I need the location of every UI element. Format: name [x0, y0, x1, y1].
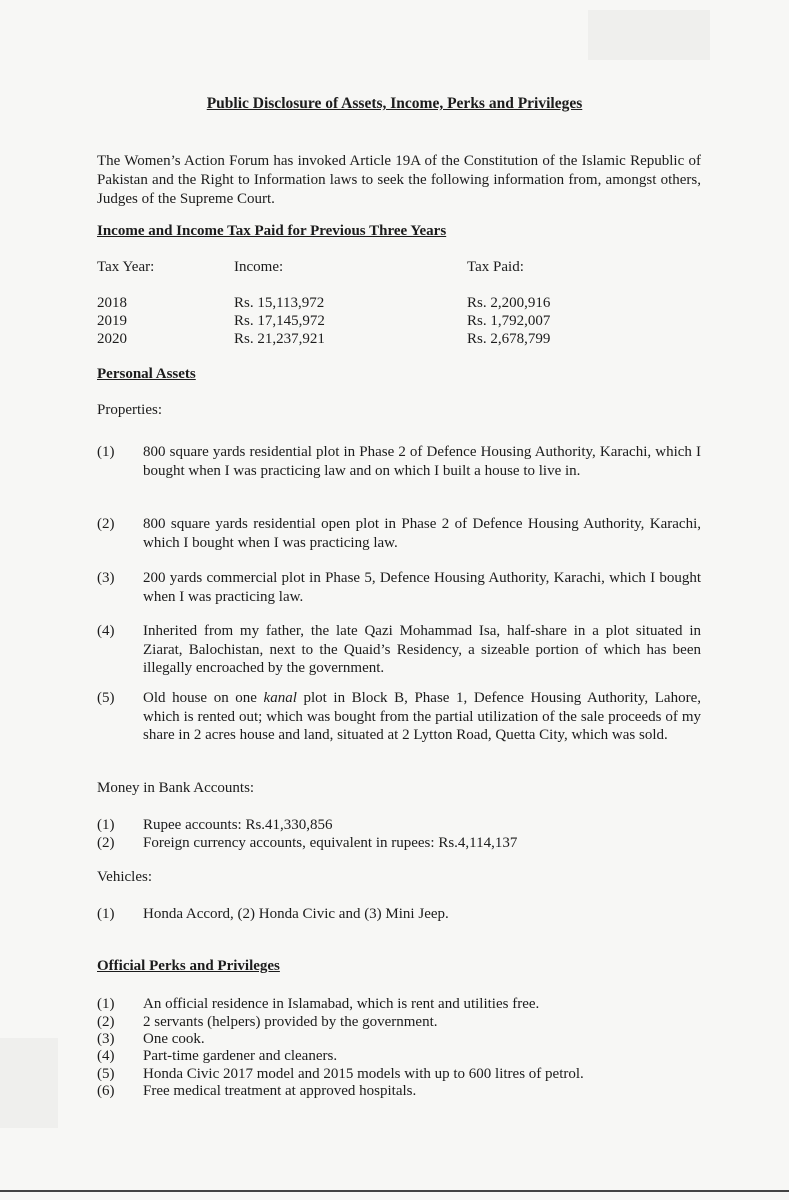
- assets-heading: Personal Assets: [97, 366, 196, 382]
- item-text: 800 square yards residential open plot in Phase 2 of Defence Housing Authority, Karachi, which I bought when I was practicing law.: [143, 516, 701, 551]
- perks-heading: Official Perks and Privileges: [97, 958, 280, 974]
- row-year: 2020: [97, 331, 127, 347]
- list-item: [97, 515, 701, 552]
- list-item: [97, 443, 701, 480]
- table-row: [97, 331, 717, 350]
- item-text: Honda Accord, (2) Honda Civic and (3) Mini Jeep.: [143, 906, 449, 922]
- list-item: [97, 1047, 701, 1066]
- list-item: [97, 1013, 701, 1032]
- header-income: Income:: [234, 259, 284, 275]
- item-text: An official residence in Islamabad, which is rent and utilities free.: [143, 996, 540, 1012]
- scan-shadow: [0, 1038, 58, 1128]
- list-item: [97, 1065, 701, 1084]
- document-title: Public Disclosure of Assets, Income, Perks and Privileges: [206, 95, 583, 112]
- item-number: (4): [97, 623, 115, 639]
- properties-label: Properties:: [97, 402, 162, 418]
- item-text: Free medical treatment at approved hospitals.: [143, 1083, 417, 1099]
- item-text: Honda Civic 2017 model and 2015 models with up to 600 litres of petrol.: [143, 1066, 584, 1082]
- row-income: Rs. 21,237,921: [234, 331, 325, 347]
- header-tax-paid: Tax Paid:: [467, 259, 524, 275]
- list-item: [97, 622, 701, 678]
- item-number: (5): [97, 1066, 115, 1082]
- row-tax: Rs. 2,678,799: [467, 331, 551, 347]
- income-table-header: [97, 259, 717, 278]
- item-number: (1): [97, 817, 115, 833]
- item-number: (5): [97, 690, 115, 706]
- item-text: 800 square yards residential plot in Phase 2 of Defence Housing Authority, Karachi, which I bought when I was practicing law and on which I built a house to live in.: [143, 444, 701, 479]
- item-number: (3): [97, 570, 115, 586]
- list-item: [97, 905, 701, 924]
- table-row: [97, 313, 717, 332]
- list-item: [97, 834, 701, 853]
- row-income: Rs. 17,145,972: [234, 313, 325, 329]
- item-number: (2): [97, 835, 115, 851]
- item-text: 200 yards commercial plot in Phase 5, Defence Housing Authority, Karachi, which I bought when I was practicing law.: [143, 570, 701, 605]
- item-number: (4): [97, 1048, 115, 1064]
- bank-label: Money in Bank Accounts:: [97, 780, 255, 796]
- header-tax-year: Tax Year:: [97, 259, 155, 275]
- list-item: [97, 816, 701, 835]
- item-number: (2): [97, 516, 115, 532]
- row-tax: Rs. 1,792,007: [467, 313, 551, 329]
- vehicles-label: Vehicles:: [97, 869, 152, 885]
- item-text: One cook.: [143, 1031, 205, 1047]
- list-item: [97, 995, 701, 1014]
- item-text-part: plot in Block B, Phase 1, Defence Housing Authority, Lahore, which is rented out; which was bought from the partial utilization of the sale proceeds of my share in 2 acres house and land, situated at 2 Lytton Road, Quetta City, which was sold.: [143, 690, 701, 743]
- bottom-rule: [0, 1190, 789, 1192]
- list-item: [97, 569, 701, 606]
- item-number: (1): [97, 996, 115, 1012]
- row-year: 2019: [97, 313, 127, 329]
- item-number: (6): [97, 1083, 115, 1099]
- item-number: (1): [97, 906, 115, 922]
- row-year: 2018: [97, 295, 127, 311]
- intro-paragraph: The Women’s Action Forum has invoked Article 19A of the Constitution of the Islamic Republic of Pakistan and the Right to Information laws to seek the following information from, amongst others, Judges of the Supreme Court.: [97, 153, 701, 207]
- list-item: [97, 1082, 701, 1101]
- income-heading: Income and Income Tax Paid for Previous Three Years: [97, 223, 447, 239]
- item-text-part: Old house on one: [143, 690, 264, 706]
- item-text: Part-time gardener and cleaners.: [143, 1048, 338, 1064]
- table-row: [97, 295, 717, 314]
- row-tax: Rs. 2,200,916: [467, 295, 551, 311]
- item-number: (1): [97, 444, 115, 460]
- item-number: (3): [97, 1031, 115, 1047]
- item-text: Inherited from my father, the late Qazi Mohammad Isa, half-share in a plot situated in Ziarat, Balochistan, next to the Quaid’s Residency, a sizeable portion of which has been illegally encroached by the government.: [143, 623, 701, 676]
- item-text-italic: kanal: [263, 690, 297, 706]
- row-income: Rs. 15,113,972: [234, 295, 325, 311]
- list-item: [97, 1030, 701, 1049]
- item-text: 2 servants (helpers) provided by the government.: [143, 1014, 438, 1030]
- item-number: (2): [97, 1014, 115, 1030]
- scan-shadow: [588, 10, 710, 60]
- item-text: [143, 689, 701, 745]
- item-text: Rupee accounts: Rs.41,330,856: [143, 817, 333, 833]
- item-text: Foreign currency accounts, equivalent in rupees: Rs.4,114,137: [143, 835, 518, 851]
- list-item: [97, 689, 701, 745]
